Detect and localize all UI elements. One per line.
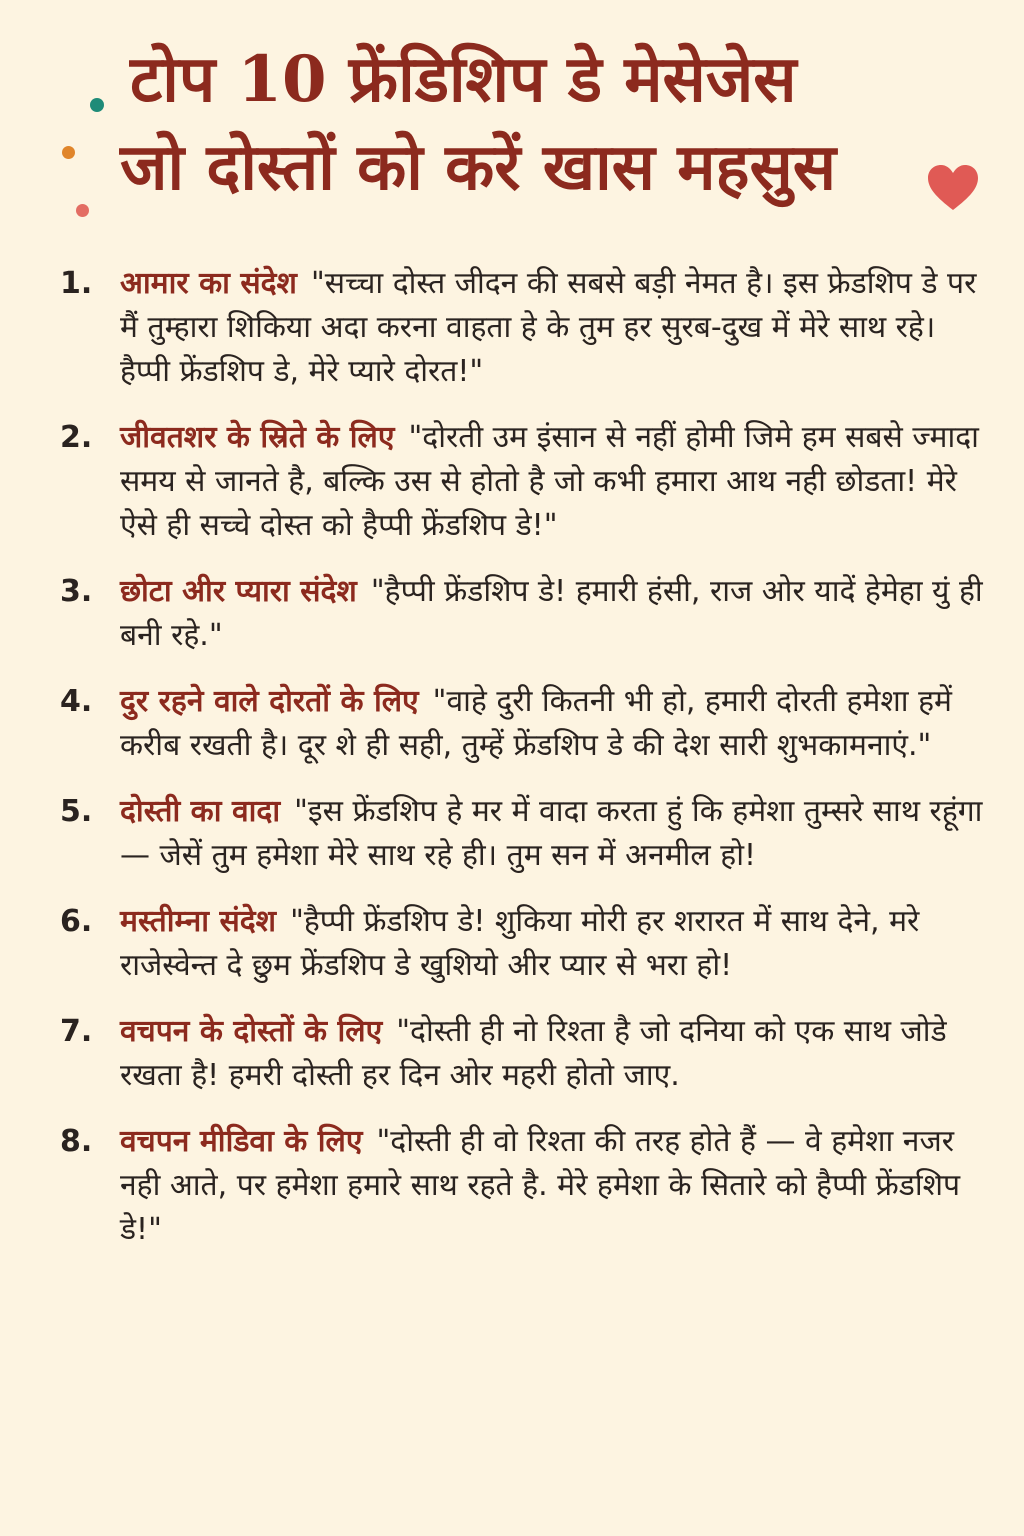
message-item <box>60 1120 990 1252</box>
message-title: दुर रहने वाले दोरतों के लिए <box>120 684 419 719</box>
message-item <box>60 416 990 548</box>
message-number: 4. <box>60 684 93 719</box>
message-text: "दोस्ती ही वो रिश्ता की तरह होते हैं — वे हमेशा नजर नही आते, पर हमेशा हमारे साथ रहते है. मेरे हमेशा के सितारे को हैप्पी फ्रेंडशिप डे!" <box>120 1124 961 1247</box>
message-text: "दोस्ती ही नो रिश्ता है जो दनिया को एक साथ जोडे रखता है! हमरी दोस्ती हर दिन ओर महरी होतो जाए. <box>120 1014 947 1093</box>
message-body <box>120 900 990 988</box>
message-body <box>120 1010 990 1098</box>
message-text: "सच्चा दोस्त जीदन की सबसे बड़ी नेमत है। इस फ्रेडशिप डे पर मैं तुम्हारा शिकिया अदा करना वाहता हे के तुम हर सुरब-दुख में मेरे साथ रहे। हैप्पी फ्रेंडशिप डे, मेरे प्यारे दोरत!" <box>120 266 977 389</box>
title-line-1: टोप 10 फ्रेंडिशिप डे मेसेजेस <box>130 42 797 117</box>
message-text: "वाहे दुरी कितनी भी हो, हमारी दोरती हमेशा हमें करीब रखती है। दूर शे ही सही, तुम्हें फ्रेंडशिप डे की देश सारी शुभकामनाएं." <box>120 684 952 763</box>
message-item <box>60 1010 990 1098</box>
message-item <box>60 680 990 768</box>
message-number: 8. <box>60 1124 93 1159</box>
heart-icon <box>926 164 980 212</box>
message-number: 7. <box>60 1014 93 1049</box>
message-number: 3. <box>60 574 93 609</box>
message-title: जीवतशर के स्रिते के लिए <box>120 420 395 455</box>
message-number: 6. <box>60 904 93 939</box>
message-text: "हैप्पी फ्रेंडशिप डे! हमारी हंसी, राज ओर यादें हेमेहा युं ही बनी रहे." <box>120 574 983 653</box>
message-item <box>60 900 990 988</box>
message-title: दोस्ती का वादा <box>120 794 281 829</box>
message-body <box>120 262 990 394</box>
message-number: 1. <box>60 266 93 301</box>
message-title: छोटा अीर प्यारा संदेश <box>120 574 357 609</box>
message-number: 5. <box>60 794 93 829</box>
message-body <box>120 1120 990 1252</box>
message-list <box>60 262 990 1274</box>
title-line-2: जो दोस्तों को करें खास महसुस <box>120 130 837 205</box>
message-body <box>120 680 990 768</box>
message-text: "हैप्पी फ्रेंडशिप डे! शुकिया मोरी हर शरारत में साथ देने, मरे राजेस्वेन्त दे छुम फ्रेंडशिप डे खुशियो अीर प्यार से भरा हो! <box>120 904 920 983</box>
message-title: मस्तीम्ना संदेश <box>120 904 277 939</box>
message-number: 2. <box>60 420 93 455</box>
page-title <box>60 40 1000 208</box>
message-body <box>120 416 990 548</box>
message-text: "दोरती उम इंसान से नहीं होमी जिमे हम सबसे ज्मादा समय से जानते है, बल्कि उस से होतो है जो कभी हमारा आथ नही छोडता! मेरे ऐसे ही सच्चे दोस्त को हैप्पी फ्रेंडशिप डे!" <box>120 420 979 543</box>
message-body <box>120 570 990 658</box>
message-body <box>120 790 990 878</box>
message-item <box>60 790 990 878</box>
message-text: "इस फ्रेंडशिप हे मर में वादा करता हुं कि हमेशा तुम्सरे साथ रहूंगा — जेसें तुम हमेशा मेरे साथ रहे ही। तुम सन में अनमील हो! <box>120 794 983 873</box>
message-item <box>60 570 990 658</box>
message-title: वचपन मीडिवा के लिए <box>120 1124 363 1159</box>
message-title: आमार का संदेश <box>120 266 297 301</box>
message-item <box>60 262 990 394</box>
message-title: वचपन के दोस्तों के लिए <box>120 1014 383 1049</box>
